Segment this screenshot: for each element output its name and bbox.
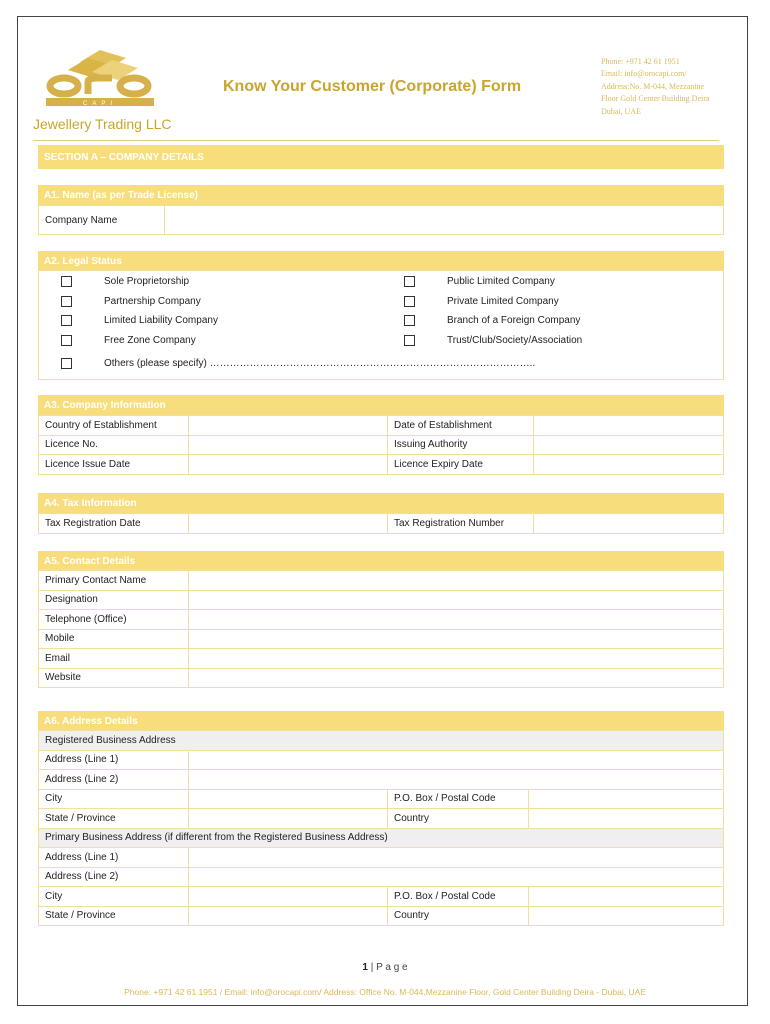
issuing-authority-label: Issuing Authority (388, 435, 534, 455)
page-number-value: 1 (362, 962, 368, 973)
licence-expiry-date-field[interactable] (534, 455, 724, 475)
issuing-authority-field[interactable] (534, 435, 724, 455)
table-row (39, 571, 724, 591)
table-row (39, 906, 724, 926)
table-row (39, 750, 724, 770)
company-name-field[interactable] (165, 206, 724, 235)
a6-header: A6. Address Details (38, 711, 724, 731)
option-free-zone[interactable]: Free Zone Company (61, 335, 196, 346)
tax-reg-number-field[interactable] (534, 514, 724, 534)
table-row (39, 789, 724, 809)
checkbox[interactable] (61, 358, 72, 369)
option-public-limited[interactable]: Public Limited Company (404, 276, 555, 287)
checkbox[interactable] (61, 276, 72, 287)
page-separator: | (367, 962, 377, 973)
checkbox[interactable] (404, 335, 415, 346)
option-others[interactable]: Others (please specify) …………………………………………………………………………………….. (61, 358, 535, 369)
table-row (39, 629, 724, 649)
table-row (39, 828, 724, 848)
tax-reg-number-label: Tax Registration Number (388, 514, 534, 534)
table-row (39, 649, 724, 669)
reg-address-line2-label: Address (Line 2) (39, 770, 189, 790)
date-establishment-field[interactable] (534, 416, 724, 436)
legal-status-block (38, 270, 724, 380)
contact-email: Email: info@orocapi.com/ (601, 69, 687, 79)
a1-header: A1. Name (as per Trade License) (38, 185, 724, 205)
licence-no-label: Licence No. (39, 435, 189, 455)
option-private-limited[interactable]: Private Limited Company (404, 296, 559, 307)
mobile-label: Mobile (39, 629, 189, 649)
header-divider (33, 140, 719, 141)
a3-table (38, 415, 724, 475)
pri-address-line1-field[interactable] (189, 848, 724, 868)
pri-country-field[interactable] (529, 906, 724, 926)
reg-country-label: Country (388, 809, 529, 829)
pri-po-label: P.O. Box / Postal Code (388, 887, 529, 907)
pri-address-line1-label: Address (Line 1) (39, 848, 189, 868)
reg-po-field[interactable] (529, 789, 724, 809)
table-row (39, 770, 724, 790)
contact-address-3: Dubai, UAE (601, 106, 641, 116)
pri-country-label: Country (388, 906, 529, 926)
company-logo (30, 48, 170, 110)
email-label: Email (39, 649, 189, 669)
licence-expiry-date-label: Licence Expiry Date (388, 455, 534, 475)
page-number (0, 962, 770, 973)
table-row (39, 668, 724, 688)
a4-header: A4. Tax Information (38, 493, 724, 513)
telephone-field[interactable] (189, 610, 724, 630)
reg-city-label: City (39, 789, 189, 809)
primary-contact-label: Primary Contact Name (39, 571, 189, 591)
telephone-label: Telephone (Office) (39, 610, 189, 630)
contact-address-1: Address:No. M-044, Mezzanine (601, 81, 705, 91)
table-row (39, 809, 724, 829)
pri-city-field[interactable] (189, 887, 388, 907)
mobile-field[interactable] (189, 629, 724, 649)
designation-label: Designation (39, 590, 189, 610)
licence-issue-date-label: Licence Issue Date (39, 455, 189, 475)
logo-sub: CAPI (82, 101, 118, 107)
pri-state-label: State / Province (39, 906, 189, 926)
company-line: Jewellery Trading LLC (33, 116, 172, 132)
primary-contact-field[interactable] (189, 571, 724, 591)
pri-address-line2-label: Address (Line 2) (39, 867, 189, 887)
a5-table (38, 570, 724, 688)
date-establishment-label: Date of Establishment (388, 416, 534, 436)
section-a-header: SECTION A – COMPANY DETAILS (38, 145, 724, 169)
reg-state-field[interactable] (189, 809, 388, 829)
a6-table (38, 730, 724, 926)
table-row (39, 867, 724, 887)
table-row (39, 610, 724, 630)
option-llc[interactable]: Limited Liability Company (61, 315, 218, 326)
contact-address-2: Floor Gold Center Building Deira (601, 94, 710, 104)
pri-state-field[interactable] (189, 906, 388, 926)
company-name-label: Company Name (39, 206, 165, 235)
table-row (39, 455, 724, 475)
form-title: Know Your Customer (Corporate) Form (223, 78, 522, 95)
table-row (39, 514, 724, 534)
checkbox[interactable] (61, 296, 72, 307)
email-field[interactable] (189, 649, 724, 669)
reg-state-label: State / Province (39, 809, 189, 829)
a3-header: A3. Company Information (38, 395, 724, 415)
checkbox[interactable] (404, 315, 415, 326)
page-word: P a g e (376, 962, 408, 973)
country-establishment-label: Country of Establishment (39, 416, 189, 436)
option-partnership[interactable]: Partnership Company (61, 296, 201, 307)
reg-city-field[interactable] (189, 789, 388, 809)
checkbox[interactable] (61, 315, 72, 326)
pri-city-label: City (39, 887, 189, 907)
table-row (39, 731, 724, 751)
footer-contact: Phone: +971 42 61 1951 / Email: info@orocapi.com/ Address: Office No. M-044,Mezzanine Floor, Gold Center Building Deira - Dubai, UAE (124, 987, 646, 997)
contact-phone: Phone: +971 42 61 1951 (601, 57, 680, 66)
header-contact (601, 56, 741, 118)
table-row (39, 887, 724, 907)
table-row (39, 848, 724, 868)
website-label: Website (39, 668, 189, 688)
reg-country-field[interactable] (529, 809, 724, 829)
option-sole-proprietorship[interactable]: Sole Proprietorship (61, 276, 189, 287)
reg-address-line1-field[interactable] (189, 750, 724, 770)
table-row (39, 590, 724, 610)
table-row (39, 435, 724, 455)
licence-issue-date-field[interactable] (189, 455, 388, 475)
licence-no-field[interactable] (189, 435, 388, 455)
a1-table (38, 205, 724, 235)
a4-table (38, 513, 724, 534)
a2-header: A2. Legal Status (38, 251, 724, 271)
tax-reg-date-label: Tax Registration Date (39, 514, 189, 534)
reg-address-line1-label: Address (Line 1) (39, 750, 189, 770)
checkbox[interactable] (404, 296, 415, 307)
table-row (39, 416, 724, 436)
option-trust-club[interactable]: Trust/Club/Society/Association (404, 335, 582, 346)
reg-po-label: P.O. Box / Postal Code (388, 789, 529, 809)
tax-reg-date-field[interactable] (189, 514, 388, 534)
checkbox[interactable] (404, 276, 415, 287)
option-branch-foreign[interactable]: Branch of a Foreign Company (404, 315, 580, 326)
registered-address-heading: Registered Business Address (39, 731, 724, 751)
website-field[interactable] (189, 668, 724, 688)
checkbox[interactable] (61, 335, 72, 346)
primary-address-heading: Primary Business Address (if different from the Registered Business Address) (39, 828, 724, 848)
reg-address-line2-field[interactable] (189, 770, 724, 790)
a5-header: A5. Contact Details (38, 551, 724, 571)
country-establishment-field[interactable] (189, 416, 388, 436)
pri-po-field[interactable] (529, 887, 724, 907)
designation-field[interactable] (189, 590, 724, 610)
pri-address-line2-field[interactable] (189, 867, 724, 887)
